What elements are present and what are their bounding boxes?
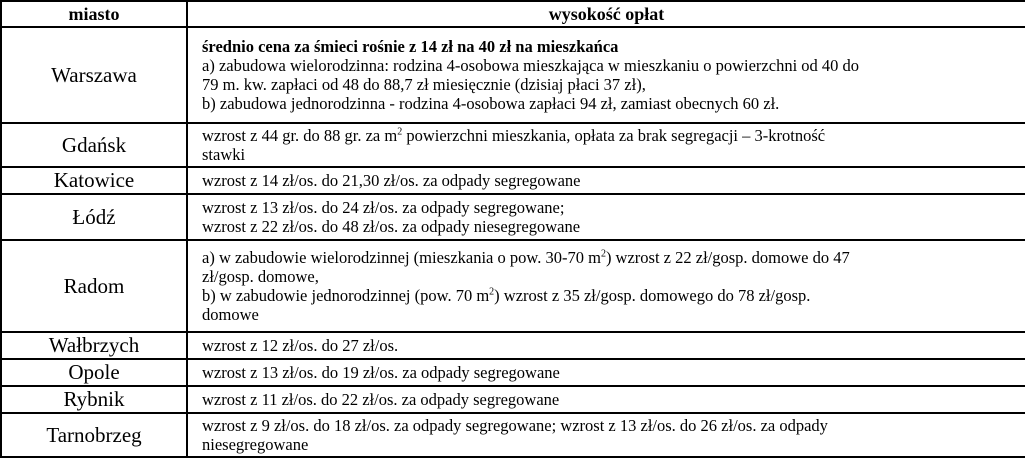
fee-text: stawki xyxy=(202,145,246,164)
city-cell: Łódź xyxy=(1,194,187,240)
fee-line xyxy=(202,363,1019,382)
table-row xyxy=(1,123,1025,167)
fee-line xyxy=(202,75,1019,94)
city-cell: Tarnobrzeg xyxy=(1,413,187,457)
fee-line xyxy=(202,145,1019,164)
table-row xyxy=(1,194,1025,240)
city-cell: Katowice xyxy=(1,167,187,194)
fee-text: domowe xyxy=(202,305,259,324)
fee-cell xyxy=(187,167,1025,194)
superscript: 2 xyxy=(397,126,403,138)
table-row xyxy=(1,413,1025,457)
fee-line xyxy=(202,248,1019,267)
fee-text: wzrost z 11 zł/os. do 22 zł/os. za odpady segregowane xyxy=(202,390,560,409)
fee-cell xyxy=(187,386,1025,413)
fee-text: zł/gosp. domowe, xyxy=(202,267,319,286)
fee-cell xyxy=(187,332,1025,359)
table-row xyxy=(1,27,1025,123)
fee-text-continued: powierzchni mieszkania, opłata za brak segregacji – 3-krotność xyxy=(402,126,826,145)
fee-cell xyxy=(187,27,1025,123)
fee-line xyxy=(202,198,1019,217)
fee-text: a) zabudowa wielorodzinna: rodzina 4-osobowa mieszkająca w mieszkaniu o powierzchni od 40 do xyxy=(202,56,860,75)
fee-line xyxy=(202,435,1019,454)
superscript: 2 xyxy=(489,286,495,298)
fee-text: b) w zabudowie jednorodzinnej (pow. 70 m xyxy=(202,286,490,305)
header-city: miasto xyxy=(1,1,187,27)
fee-line xyxy=(202,56,1019,75)
header-row xyxy=(1,1,1025,27)
fee-cell xyxy=(187,194,1025,240)
fee-text: niesegregowane xyxy=(202,435,309,454)
fee-line xyxy=(202,217,1019,236)
fee-line xyxy=(202,286,1019,305)
city-cell: Gdańsk xyxy=(1,123,187,167)
fee-text: a) w zabudowie wielorodzinnej (mieszkania o pow. 30-70 m xyxy=(202,248,601,267)
fee-line xyxy=(202,37,1019,56)
fee-line xyxy=(202,336,1019,355)
city-cell: Opole xyxy=(1,359,187,386)
city-cell: Rybnik xyxy=(1,386,187,413)
fee-cell xyxy=(187,123,1025,167)
city-cell: Warszawa xyxy=(1,27,187,123)
fee-cell xyxy=(187,240,1025,332)
fee-text: wzrost z 44 gr. do 88 gr. za m xyxy=(202,126,398,145)
fee-cell xyxy=(187,359,1025,386)
fee-line xyxy=(202,94,1019,113)
fee-text: wzrost z 13 zł/os. do 19 zł/os. za odpady segregowane xyxy=(202,363,560,382)
fee-line xyxy=(202,126,1019,145)
fee-line xyxy=(202,416,1019,435)
fee-text: wzrost z 14 zł/os. do 21,30 zł/os. za odpady segregowane xyxy=(202,171,581,190)
table-row xyxy=(1,332,1025,359)
fee-line xyxy=(202,305,1019,324)
table-body xyxy=(1,27,1025,457)
fee-text: średnio cena za śmieci rośnie z 14 zł na 40 zł na mieszkańca xyxy=(202,37,619,56)
fee-line xyxy=(202,267,1019,286)
fee-text: 79 m. kw. zapłaci od 48 do 88,7 zł miesięcznie (dzisiaj płaci 37 zł), xyxy=(202,75,646,94)
header-fees: wysokość opłat xyxy=(187,1,1025,27)
fee-text: wzrost z 22 zł/os. do 48 zł/os. za odpady niesegregowane xyxy=(202,217,581,236)
fee-line xyxy=(202,171,1019,190)
fee-cell xyxy=(187,413,1025,457)
fee-text: b) zabudowa jednorodzinna - rodzina 4-osobowa zapłaci 94 zł, zamiast obecnych 60 zł. xyxy=(202,94,780,113)
superscript: 2 xyxy=(600,248,606,260)
city-cell: Wałbrzych xyxy=(1,332,187,359)
table-row xyxy=(1,167,1025,194)
table-row xyxy=(1,359,1025,386)
city-cell: Radom xyxy=(1,240,187,332)
table-row xyxy=(1,240,1025,332)
fee-line xyxy=(202,390,1019,409)
fee-text: wzrost z 12 zł/os. do 27 zł/os. xyxy=(202,336,399,355)
fee-text: wzrost z 13 zł/os. do 24 zł/os. za odpady segregowane; xyxy=(202,198,565,217)
fee-text-continued: ) wzrost z 22 zł/gosp. domowe do 47 xyxy=(605,248,850,267)
fee-text-continued: ) wzrost z 35 zł/gosp. domowego do 78 zł/gosp. xyxy=(494,286,811,305)
table-row xyxy=(1,386,1025,413)
fee-text: wzrost z 9 zł/os. do 18 zł/os. za odpady segregowane; wzrost z 13 zł/os. do 26 zł/os. za odpady xyxy=(202,416,828,435)
